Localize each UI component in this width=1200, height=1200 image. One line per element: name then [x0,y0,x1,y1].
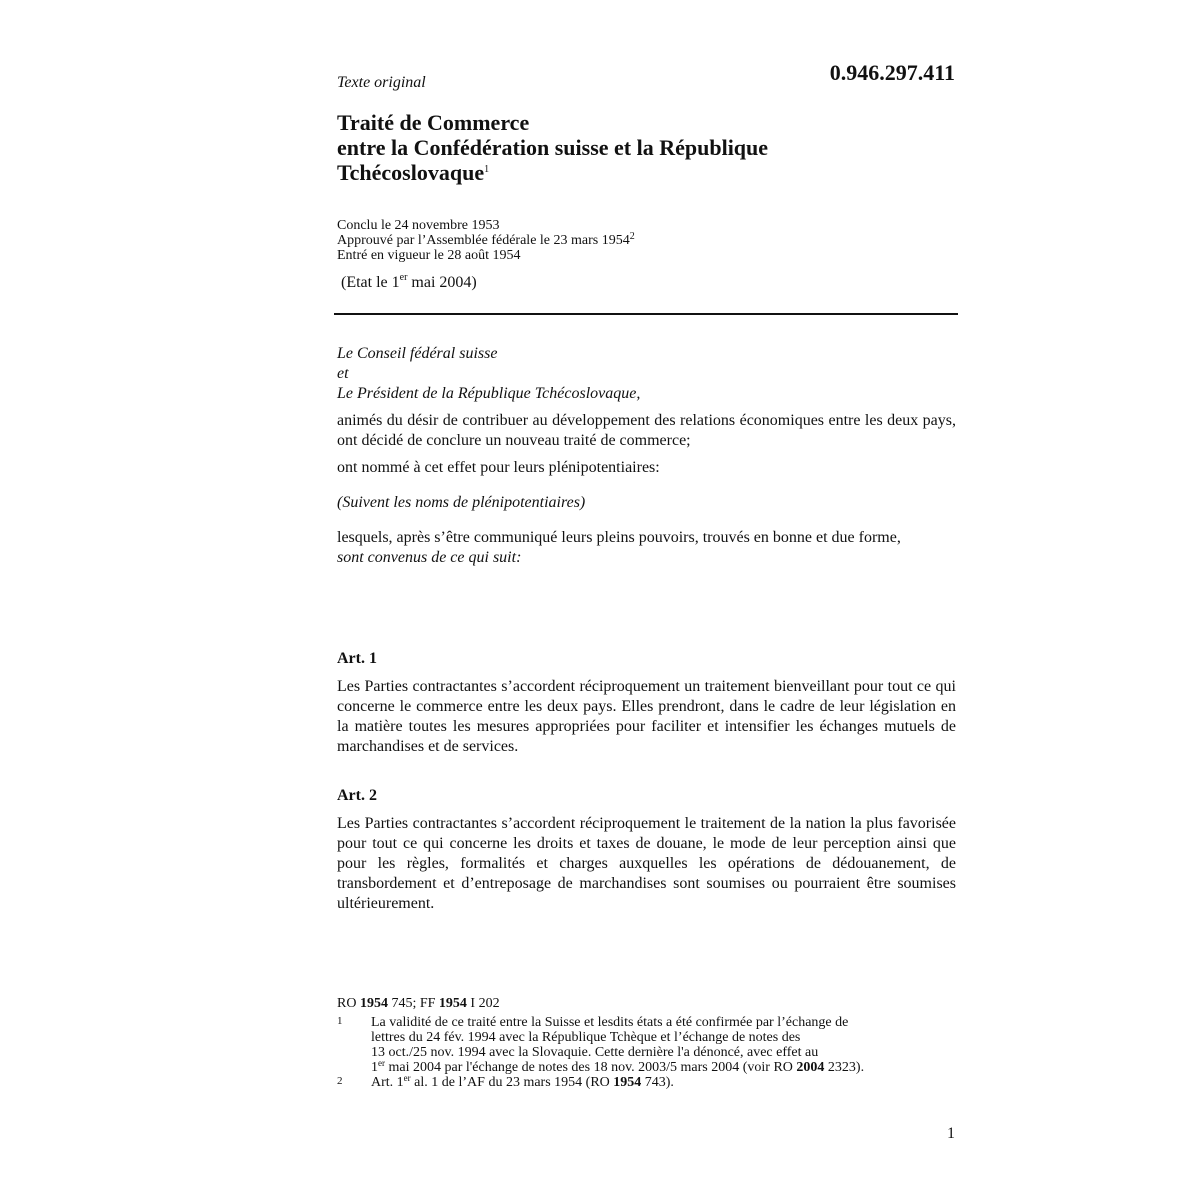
footnote-1-line-2: lettres du 24 fév. 1994 avec la République Tchèque et l’échange de notes des [371,1030,801,1045]
ro-year: 1954 [359,996,388,1011]
approuve-line [337,233,635,248]
preamble-para-2: ont nommé à cet effet pour leurs plénipotentiaires: [337,459,660,476]
title-line-3 [337,160,957,185]
texte-original-label: Texte original [337,74,426,91]
etat-line [341,274,477,292]
article-2-body: Les Parties contractantes s’accordent réciproquement le traitement de la nation la plus favorisée pour tout ce qui concerne les droits et taxes de douane, le mode de leur perception ainsi que pour les règles, formalités et charges auxquelles les opérations de dédouanement, de transbordement et d’entreposage de marchandises sont soumises ou pourraient être soumises ultérieurement. [337,815,956,912]
fn2-mid: al. 1 de l’AF du 23 mars 1954 (RO [410,1075,614,1090]
footnote-1-text [371,1015,957,1075]
footnote-1-line-1: La validité de ce traité entre la Suisse et lesdits états a été confirmée par l’échange de [371,1015,849,1030]
footnote-1 [337,1015,957,1075]
ff-year: 1954 [438,996,467,1011]
conclu-line: Conclu le 24 novembre 1953 [337,218,500,233]
footnote-1-line-4 [371,1060,957,1075]
footnote-ref-1[interactable]: 1 [484,164,490,175]
title-line-1: Traité de Commerce [337,110,530,135]
etat-sup: er [399,272,408,283]
fn2-pre: Art. 1 [371,1075,404,1090]
preamble-para-1: animés du désir de contribuer au développement des relations économiques entre les deux pays, ont décidé de conclure un nouveau traité de commerce; [337,412,956,449]
page-number: 1 [947,1125,955,1142]
fn2-sup: er [403,1073,411,1083]
approuve-text: Approuvé par l’Assemblée fédérale le 23 mars 1954 [337,233,630,248]
title-line-2: entre la Confédération suisse et la République [337,135,769,160]
ro-prefix: RO [337,996,360,1011]
fn1-l4-mid: mai 2004 par l'échange de notes des 18 nov. 2003/5 mars 2004 (voir RO [385,1060,797,1075]
footnote-1-number: 1 [337,1015,343,1027]
title-line-3-text: Tchécoslovaque [337,160,485,185]
fn1-l4-end: 2323). [824,1060,865,1075]
entre-line: Entré en vigueur le 28 août 1954 [337,248,521,263]
document-title [337,110,957,185]
treaty-dates [337,218,635,263]
party-1: Le Conseil fédéral suisse [337,345,498,362]
footnote-1-line-3: 13 oct./25 nov. 1994 avec la Slovaquie. Cette dernière l'a dénoncé, avec effet au [371,1045,819,1060]
party-2: Le Président de la République Tchécoslovaque, [337,385,641,402]
fn2-bold: 1954 [613,1075,642,1090]
fn1-l4-sup: er [378,1058,385,1068]
ro-page: 745; FF [387,996,439,1011]
etat-suffix: mai 2004) [407,274,477,291]
preamble-et: et [337,365,349,382]
article-2-title: Art. 2 [337,787,377,804]
preamble-para-3: (Suivent les noms de plénipotentiaires) [337,494,586,511]
fn1-l4-bold: 2004 [796,1060,825,1075]
preamble-para-5: sont convenus de ce qui suit: [337,549,522,566]
footnote-ref-2[interactable]: 2 [629,231,635,242]
header-divider [334,313,958,315]
footnote-2-number: 2 [337,1075,343,1087]
etat-prefix: (Etat le 1 [341,274,400,291]
article-1-title: Art. 1 [337,650,377,667]
ff-page: I 202 [466,996,500,1011]
footnote-2 [337,1075,957,1090]
ro-reference [337,996,957,1011]
sr-number: 0.946.297.411 [829,60,955,85]
footnote-2-text [371,1075,957,1090]
footnotes [337,996,957,1090]
fn1-l4-pre: 1 [371,1060,378,1075]
article-1-body: Les Parties contractantes s’accordent réciproquement un traitement bienveillant pour tout ce qui concerne le commerce entre les deux pays. Elles prendront, dans le cadre de leur législation en la matière toutes les mesures appropriées pour faciliter et intensifier les échanges mutuels de marchandises et de services. [337,678,956,755]
preamble [337,344,956,568]
fn2-end: 743). [641,1075,674,1090]
preamble-para-4: lesquels, après s’être communiqué leurs pleins pouvoirs, trouvés en bonne et due forme, [337,529,901,546]
